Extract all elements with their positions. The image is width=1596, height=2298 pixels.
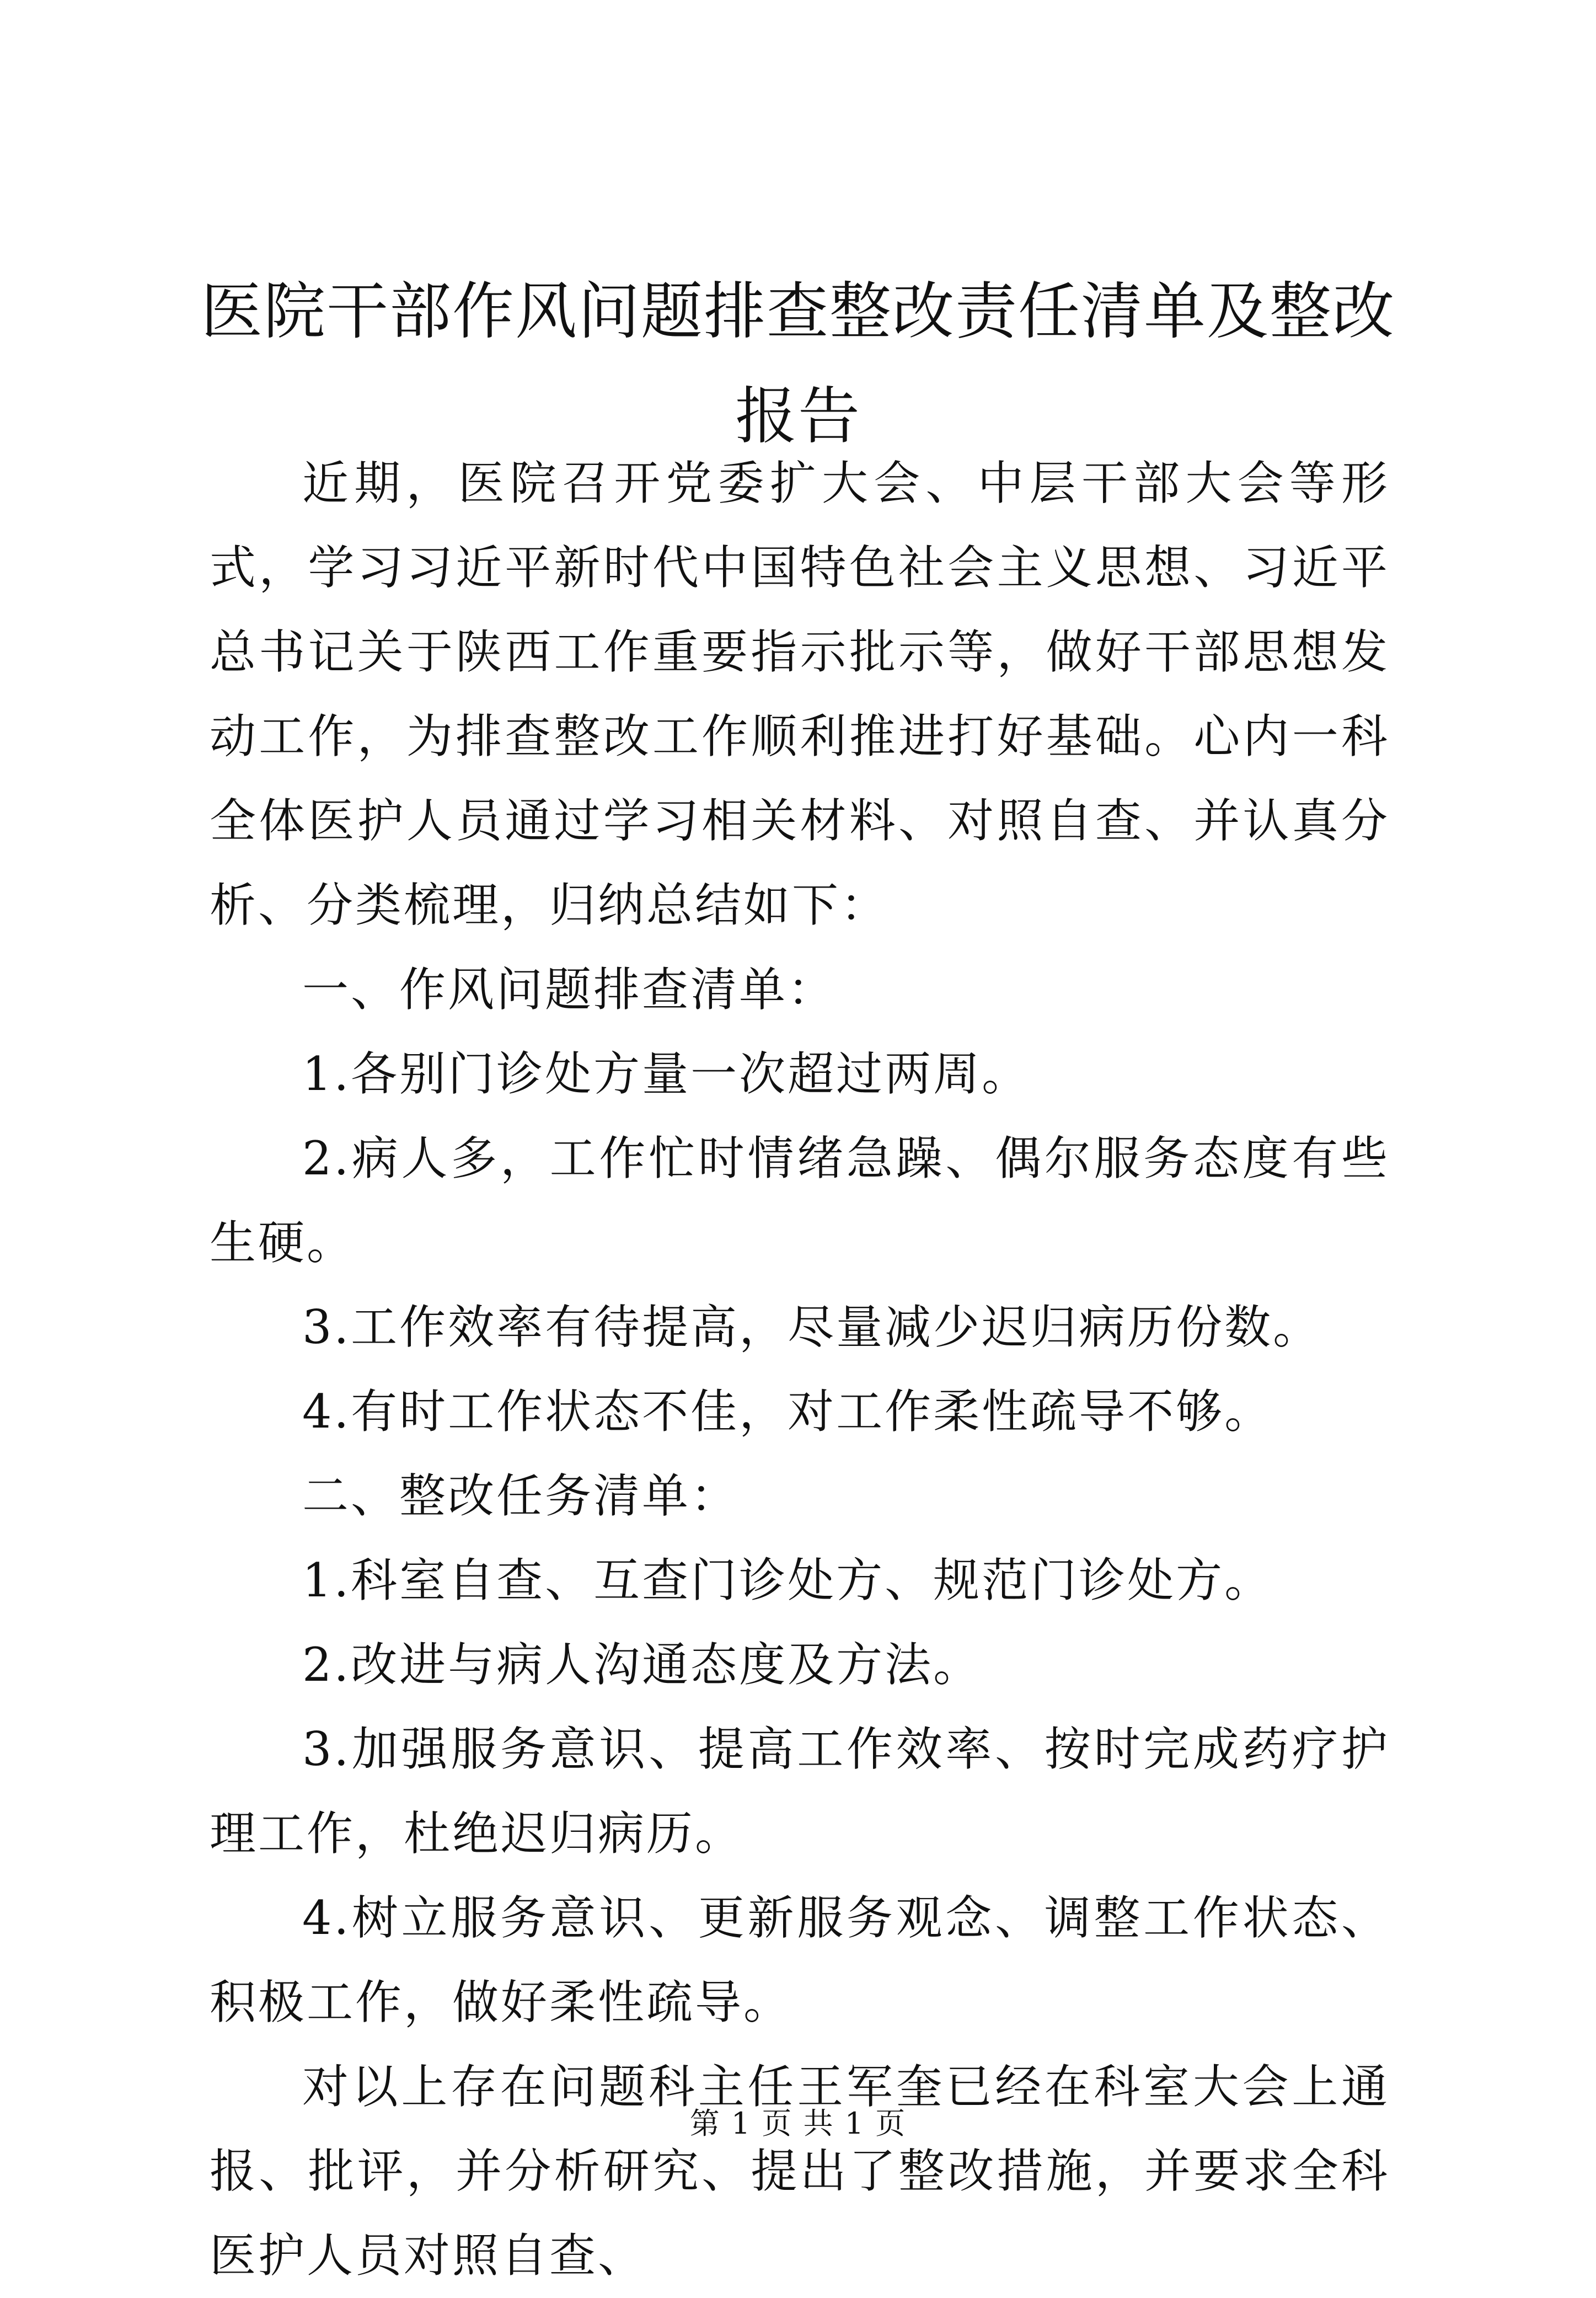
task-item-1: 1.科室自查、互查门诊处方、规范门诊处方。 [302, 1553, 1273, 1607]
task-item-3: 3.加强服务意识、提高工作效率、按时完成药疗护理工作，杜绝迟归病历。 [210, 1722, 1390, 1861]
problem-item-1: 1.各别门诊处方量一次超过两周。 [302, 1047, 1031, 1101]
document-body [210, 441, 1390, 2298]
paragraph-conclusion: 对以上存在问题科主任王军奎已经在科室大会上通报、批评，并分析研究、提出了整改措施，并要求全科医护人员对照自查、 [210, 2060, 1390, 2283]
page-footer: 第 1 页 共 1 页 [689, 2106, 907, 2141]
section-heading-problems: 一、作风问题排查清单： [302, 963, 837, 1017]
task-item-2: 2.改进与病人沟通态度及方法。 [302, 1638, 982, 1692]
document-title: 医院干部作风问题排查整改责任清单及整改报告 [201, 276, 1395, 452]
paragraph-intro: 近期，医院召开党委扩大会、中层干部大会等形式，学习习近平新时代中国特色社会主义思想、习近平总书记关于陕西工作重要指示批示等，做好干部思想发动工作，为排查整改工作顺利推进打好基础。心内一科全体医护人员通过学习相关材料、对照自查、并认真分析、分类梳理，归纳总结如下： [210, 456, 1390, 932]
section-heading-tasks: 二、整改任务清单： [302, 1469, 740, 1523]
problem-item-4: 4.有时工作状态不佳，对工作柔性疏导不够。 [302, 1385, 1273, 1439]
problem-item-3: 3.工作效率有待提高，尽量减少迟归病历份数。 [302, 1300, 1322, 1354]
task-item-4: 4.树立服务意识、更新服务观念、调整工作状态、积极工作，做好柔性疏导。 [210, 1891, 1390, 2029]
problem-item-2: 2.病人多，工作忙时情绪急躁、偶尔服务态度有些生硬。 [210, 1131, 1390, 1270]
